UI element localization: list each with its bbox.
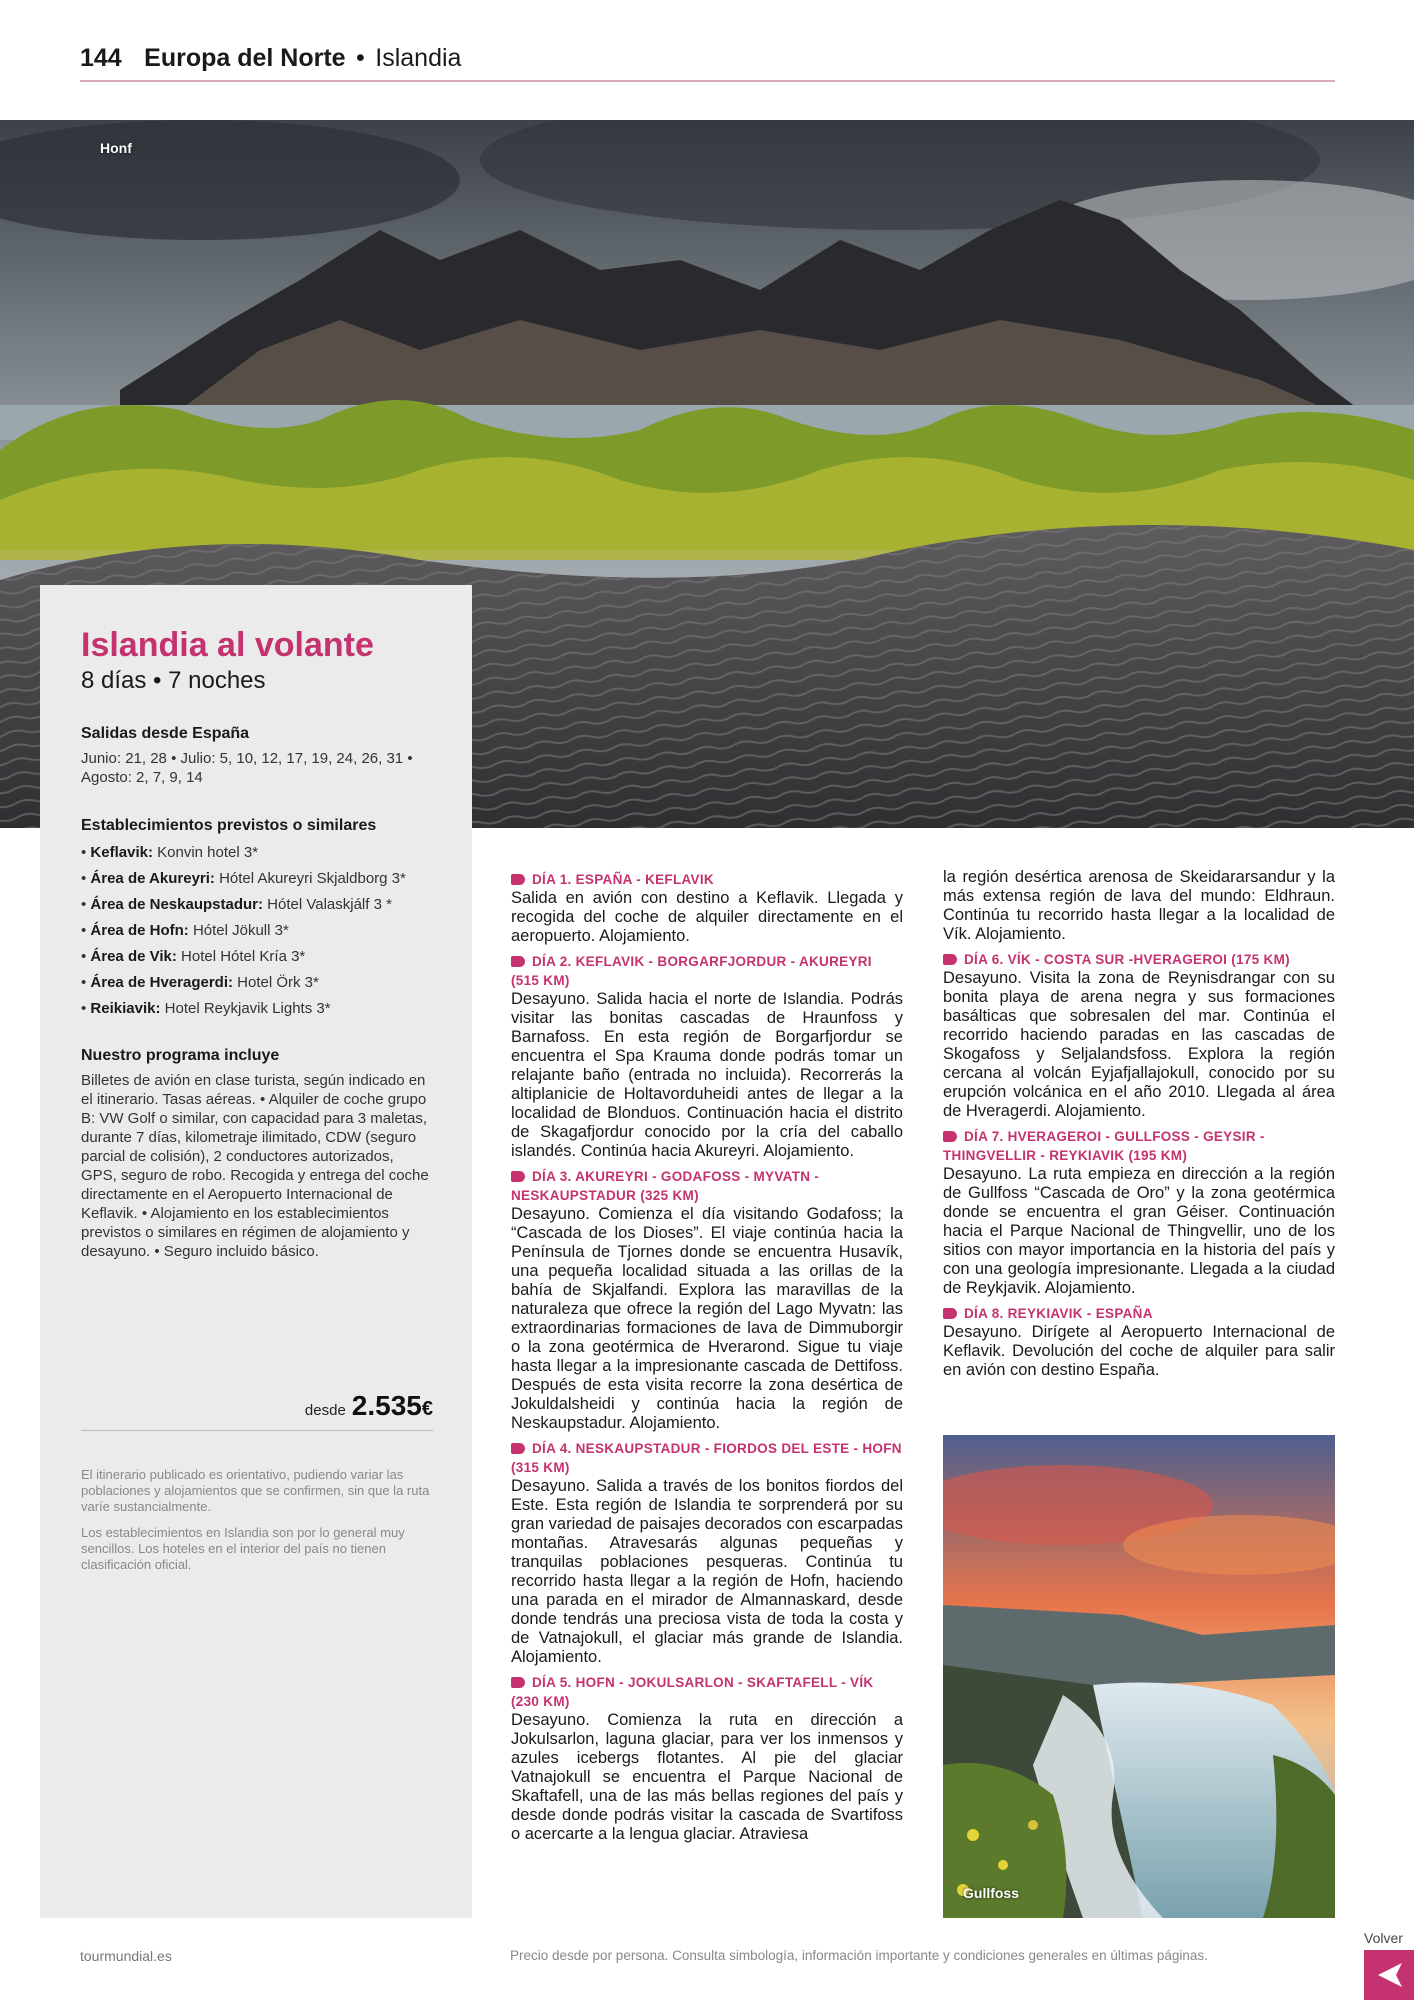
header-country: Islandia [375, 44, 462, 72]
day-marker-icon [511, 1443, 525, 1454]
day-1-text: Salida en avión con destino a Keflavik. Llegada y recogida del coche de alquiler directamente en el aeropuerto. Alojamiento. [511, 889, 903, 945]
hotel-item: • Keflavik: Konvin hotel 3* [81, 844, 259, 861]
footer-note: Precio desde por persona. Consulta simbología, información importante y condiciones generales en últimas páginas. [510, 1948, 1208, 1963]
day-marker-icon [943, 1308, 957, 1319]
trip-duration: 8 días • 7 noches [81, 667, 266, 694]
day-marker-icon [511, 1677, 525, 1688]
hotel-item: • Reikiavik: Hotel Reykjavik Lights 3* [81, 1000, 331, 1017]
day-4-title: DÍA 4. NESKAUPSTADUR - FIORDOS DEL ESTE - HOFN (315 KM) [511, 1441, 902, 1475]
page-number: 144 [80, 44, 122, 72]
day-2-text: Desayuno. Salida hacia el norte de Islandia. Podrás visitar las bonitas cascadas de Hraunfoss y Barnafoss. En esta región de Borgarfjordur se encuentra el Spa Krauma donde podrás tomar un relajante baño (entrada no incluida). Recorrerás la altiplanicie de Holtavorduheidi antes de llegar a la localidad de Blonduos. Continuación hacia el distrito de Skagafjordur conocido por la cría del caballo islandés. Continúa hacia Akureyri. Alojamiento. [511, 990, 903, 1160]
hotel-item: • Área de Hofn: Hótel Jökull 3* [81, 922, 289, 939]
day-5-text: Desayuno. Comienza la ruta en dirección a Jokulsarlon, laguna glaciar, para ver los inmensos y azules icebergs flotantes. Al pie del glaciar Vatnajokull se encuentra el Parque Nacional de Skaftafell, una de las más bellas regiones del país y desde donde podrás visitar la cascada de Svartifoss o acercarte a la lengua glaciar. Atraviesa [511, 1711, 903, 1843]
includes-text: Billetes de avión en clase turista, según indicado en el itinerario. Tasas aéreas. • Alquiler de coche grupo B: VW Golf o similar, con capacidad para 3 maletas, durante 7 días, kilometraje ilimitado, CDW (seguro parcial de colisión), 2 conductores autorizados, GPS, seguro de robo. Recogida y entrega del coche directamente en el Aeropuerto Internacional de Keflavik. • Alojamiento en los establecimientos previstos o similares en régimen de alojamiento y desayuno. • Seguro incluido básico. [81, 1072, 429, 1260]
hotel-item: • Área de Vik: Hotel Hótel Kría 3* [81, 948, 306, 965]
day-6-text: Desayuno. Visita la zona de Reynisdrangar con su bonita playa de arena negra y sus formaciones basálticas que sobresalen del mar. Continúa el recorrido haciendo paradas en las cascadas de Skogafoss y Seljalandsfoss. Explora la región cercana al volcán Eyjafjallajokull, conocido por su erupción volcánica en el año 2010. Llegada al área de Hveragerdi. Alojamiento. [943, 969, 1335, 1120]
hotels-list [81, 843, 433, 1018]
day-2-title: DÍA 2. KEFLAVIK - BORGARFJORDUR - AKUREYRI (515 KM) [511, 954, 872, 988]
day-5-text-continued: la región desértica arenosa de Skeidararsandur y la más extensa región de lava del mundo: Eldhraun. Continúa tu recorrido hasta llegar a la localidad de Vík. Alojamiento. [943, 868, 1335, 943]
day-marker-icon [511, 1171, 525, 1182]
day-marker-icon [511, 874, 525, 885]
day-1-title: DÍA 1. ESPAÑA - KEFLAVIK [511, 870, 903, 889]
hotel-item: • Área de Hveragerdi: Hotel Örk 3* [81, 974, 319, 991]
departures-heading: Salidas desde España [81, 725, 250, 742]
day-marker-icon [943, 954, 957, 965]
day-5-title: DÍA 5. HOFN - JOKULSARLON - SKAFTAFELL - VÍK (230 KM) [511, 1675, 874, 1709]
day-3-text: Desayuno. Comienza el día visitando Godafoss; la “Cascada de los Dioses”. El viaje continúa hacia la Península de Tjornes donde se encuentra Husavík, una pequeña localidad situada a las orillas de la bahía de Skjalfandi. Explora las maravillas de la naturaleza que ofrece la región del Lago Myvatn: las extraordinarias formaciones de lava de Dimmuborgir o la zona geotérmica de Hverarond. Sigue tu viaje hasta llegar a la impresionante cascada de Dettifoss. Después de esta visita recorre la zona desértica de Jokuldalsheidi y continúa hacia la región de Neskaupstadur. Alojamiento. [511, 1205, 903, 1432]
itinerary-column-2 [943, 868, 1335, 1380]
back-arrow-icon [1364, 1950, 1414, 2000]
hero-caption: Honf [100, 140, 132, 156]
footer-website[interactable]: tourmundial.es [80, 1948, 172, 1964]
gullfoss-illustration [943, 1435, 1335, 1918]
day-7-text: Desayuno. La ruta empieza en dirección a la región de Gullfoss “Cascada de Oro” y la zona geotérmica donde se encuentra el gran Géiser. Continuación hacia el Parque Nacional de Thingvellir, uno de los sitios con mayor importancia en la historia del país y con una geología impresionante. Llegada a la ciudad de Reykjavik. Alojamiento. [943, 1165, 1335, 1297]
day-6-title: DÍA 6. VÍK - COSTA SUR -HVERAGEROI (175 KM) [943, 950, 1335, 969]
day-marker-icon [943, 1131, 957, 1142]
header-region: Europa del Norte [144, 44, 346, 72]
day-7-title: DÍA 7. HVERAGEROI - GULLFOSS - GEYSIR - THINGVELLIR - REYKIAVIK (195 KM) [943, 1129, 1265, 1163]
price-currency: € [421, 1398, 433, 1420]
day-8-text: Desayuno. Dirígete al Aeropuerto Internacional de Keflavik. Devolución del coche de alquiler para salir en avión con destino España. [943, 1323, 1335, 1379]
hotel-item: • Área de Akureyri: Hótel Akureyri Skjaldborg 3* [81, 870, 406, 887]
departures-text: Junio: 21, 28 • Julio: 5, 10, 12, 17, 19, 24, 26, 31 • Agosto: 2, 7, 9, 14 [81, 750, 413, 786]
trip-title: Islandia al volante [81, 626, 374, 664]
page-header [80, 44, 1335, 82]
back-button[interactable] [1364, 1950, 1414, 2000]
includes-heading: Nuestro programa incluye [81, 1047, 280, 1064]
itinerary-column-1 [511, 864, 903, 1844]
price-prefix: desde [304, 1402, 346, 1419]
hotel-item: • Área de Neskaupstadur: Hótel Valaskjálf 3 * [81, 896, 392, 913]
gullfoss-caption: Gullfoss [963, 1885, 1020, 1901]
day-8-title: DÍA 8. REYKIAVIK - ESPAÑA [943, 1304, 1335, 1323]
header-separator: • [356, 44, 365, 72]
day-4-text: Desayuno. Salida a través de los bonitos fiordos del Este. Esta región de Islandia te sorprenderá por su gran variedad de paisajes decorados con escarpadas montañas. Atravesarás algunas pequeñas y tranquilas poblaciones pesqueras. Continúa tu recorrido hasta llegar a la región de Hofn, haciendo una parada en el mirador de Almannaskard, desde donde tendrás una preciosa vista de toda la costa y de Vatnajokull, el glaciar más grande de Islandia. Alojamiento. [511, 1477, 903, 1666]
price-row [81, 1390, 433, 1431]
gullfoss-image [943, 1435, 1335, 1918]
back-label[interactable]: Volver [1364, 1930, 1403, 1946]
itinerary-note: El itinerario publicado es orientativo, pudiendo variar las poblaciones y alojamientos que se confirmen, sin que la ruta varíe sustancialmente. [81, 1467, 430, 1514]
day-3-title: DÍA 3. AKUREYRI - GODAFOSS - MYVATN - NESKAUPSTADUR (325 KM) [511, 1169, 820, 1203]
hotels-note: Los establecimientos en Islandia son por lo general muy sencillos. Los hoteles en el interior del país no tienen clasificación oficial. [81, 1525, 405, 1572]
price-amount: 2.535 [351, 1390, 422, 1421]
hotels-heading: Establecimientos previstos o similares [81, 817, 377, 834]
day-marker-icon [511, 956, 525, 967]
trip-info-panel [40, 585, 472, 1918]
